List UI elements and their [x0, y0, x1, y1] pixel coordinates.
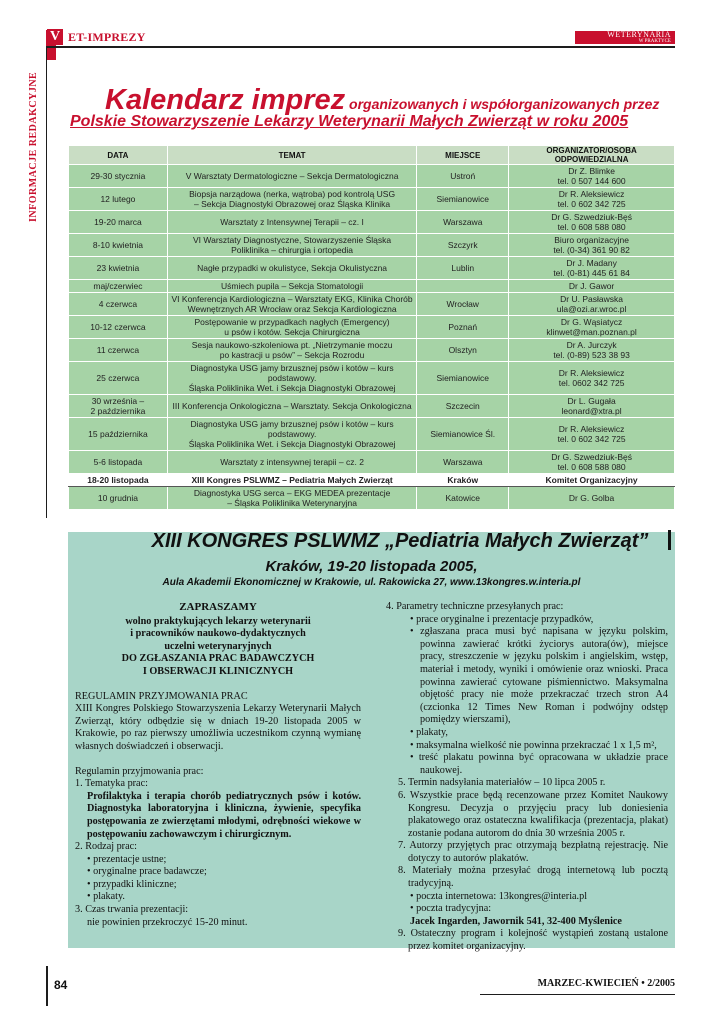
cell-topic [167, 362, 416, 395]
topic-line: Nagłe przypadki w okulistyce, Sekcja Okulistyczna [197, 263, 388, 273]
cell-date: 19-20 marca [69, 211, 168, 234]
rule-1-body: Profilaktyka i terapia chorób pediatrycznych psów i kotów. Diagnostyka laboratoryjna i kliniczna, żywienie, specyfika postępowania ze zwierzętami młodymi, odrębności wiekowe w postępowaniu zachowawczym i chirurgicznym. [87, 790, 361, 840]
organizer-line: Komitet Organizacyjny [545, 475, 638, 485]
cell-date: 10-12 czerwca [69, 316, 168, 339]
table-row [69, 257, 675, 280]
organizer-line: tel. (0-81) 445 61 84 [553, 268, 630, 278]
cell-topic [167, 418, 416, 451]
cell-organizer [509, 293, 675, 316]
table-row [69, 293, 675, 316]
cell-topic [167, 487, 416, 510]
organizer-line: tel. (0-34) 361 90 82 [553, 245, 630, 255]
cell-place: Siemianowice [417, 362, 509, 395]
events-body [69, 165, 675, 510]
invitation-line: uczelni weterynaryjnych [164, 640, 272, 652]
table-row [69, 165, 675, 188]
cell-organizer [509, 474, 675, 487]
topic-line: VI Warsztaty Diagnostyczne, Stowarzyszenie Śląska [193, 235, 392, 245]
cell-place [417, 280, 509, 293]
cell-organizer [509, 418, 675, 451]
table-row [69, 362, 675, 395]
column-header-place: MIEJSCE [417, 146, 509, 165]
rule-2-item: • plakaty. [87, 891, 125, 903]
cell-organizer [509, 451, 675, 474]
events-table [68, 145, 675, 510]
column-header-topic: TEMAT [167, 146, 416, 165]
organizer-line: Dr R. Aleksiewicz [558, 189, 625, 199]
rules-heading: REGULAMIN PRZYJMOWANIA PRAC [75, 690, 248, 702]
cell-organizer [509, 280, 675, 293]
table-header-row [69, 146, 675, 165]
cell-date: 30 września – 2 października [69, 395, 168, 418]
cell-topic [167, 188, 416, 211]
rules-intro: XIII Kongres Polskiego Stowarzyszenia Lekarzy Weterynarii Małych Zwierząt, który odbędzie się w dniach 19-20 listopada 2005 w Krakowie, po raz pierwszy umożliwia uczestnikom czynną wymianę własnych doświadczeń i obserwacji. [75, 703, 361, 752]
logo-title: WETERYNARIA [607, 30, 671, 39]
organizer-line: tel. 0 602 342 725 [557, 434, 626, 444]
table-row [69, 188, 675, 211]
cell-topic [167, 165, 416, 188]
cell-date: 15 października [69, 418, 168, 451]
rule-4-item: • plakaty, [410, 726, 448, 738]
cell-place: Ustroń [417, 165, 509, 188]
topic-line: Poliklinika – chirurgia i ortopedia [231, 245, 354, 255]
title-main: Kalendarz imprez [105, 84, 346, 116]
cell-topic [167, 211, 416, 234]
topic-line: u psów i kotów. Sekcja Chirurgiczna [224, 327, 360, 337]
topic-line: III Konferencja Onkologiczna – Warsztaty. Sekcja Onkologiczna [172, 401, 412, 411]
cell-organizer [509, 234, 675, 257]
topic-line: Warsztaty z intensywnej terapii – cz. 2 [220, 457, 364, 467]
cell-topic [167, 474, 416, 487]
cell-place: Szczyrk [417, 234, 509, 257]
page-subtitle: Polskie Stowarzyszenie Lekarzy Weterynarii Małych Zwierząt w roku 2005 [70, 113, 629, 130]
topic-line: Warsztaty z Intensywnej Terapii – cz. I [220, 217, 364, 227]
cell-topic [167, 234, 416, 257]
topic-line: – Sekcja Diagnostyki Obrazowej oraz Śląska Klinika [194, 199, 391, 209]
rule-6: 6. Wszystkie prace będą recenzowane przez Komitet Naukowy Kongresu. Decyzja o przyjęciu pracy lub doniesienia plakatowego oraz ostateczna kwalifikacja (prezentacja, plakat) zostanie podana autorom do dnia 30 września 2005 r. [398, 789, 668, 839]
cell-date: 8-10 kwietnia [69, 234, 168, 257]
organizer-line: Dr R. Aleksiewicz [558, 424, 625, 434]
table-row [69, 339, 675, 362]
organizer-line: Dr G. Wąsiatycz [560, 317, 623, 327]
cell-date: 29-30 stycznia [69, 165, 168, 188]
cell-date: 18-20 listopada [69, 474, 168, 487]
organizer-line: tel. 0602 342 725 [558, 378, 625, 388]
table-row [69, 234, 675, 257]
header-rule [46, 46, 675, 48]
cell-place: Siemianowice [417, 188, 509, 211]
rule-3-head: 3. Czas trwania prezentacji: [75, 904, 189, 916]
organizer-line: tel. 0 602 342 725 [557, 199, 626, 209]
title-rest: organizowanych i współorganizowanych przez [345, 96, 660, 112]
topic-line: VI Konferencja Kardiologiczna – Warsztaty EKG, Klinika Chorób [171, 294, 413, 304]
left-rule [46, 48, 47, 518]
cell-organizer [509, 211, 675, 234]
topic-line: Śląska Poliklinika Wet. i Sekcja Diagnostyki Obrazowej [188, 439, 396, 449]
topic-line: Diagnostyka USG jamy brzusznej psów i kotów – kurs podstawowy. [190, 419, 394, 439]
cell-topic [167, 257, 416, 280]
cell-date: 11 czerwca [69, 339, 168, 362]
magazine-logo [575, 31, 675, 44]
table-row [69, 418, 675, 451]
rule-9: 9. Ostateczny program i kolejność wystąpień zostaną ustalone przez komitet organizacyjny. [398, 928, 668, 953]
organizer-line: Dr Z. Blimke [568, 166, 615, 176]
topic-line: XIII Kongres PSLWMZ – Pediatria Małych Zwierząt [191, 475, 393, 485]
rule-1-head: 1. Tematyka prac: [75, 778, 148, 790]
footer-rule [480, 994, 675, 995]
rule-5: 5. Termin nadsyłania materiałów – 10 lipca 2005 r. [398, 777, 606, 789]
organizer-line: tel. 0 608 588 080 [557, 462, 626, 472]
cell-topic [167, 293, 416, 316]
table-row [69, 487, 675, 510]
topic-line: Diagnostyka USG serca – EKG MEDEA prezentacje [193, 488, 391, 498]
topic-line: Diagnostyka USG jamy brzusznej psów i kotów – kurs podstawowy. [190, 363, 394, 383]
invitation-line: I OBSERWACJI KLINICZNYCH [142, 665, 294, 677]
organizer-line: Dr J. Gawor [568, 281, 615, 291]
organizer-line: Biuro organizacyjne [554, 235, 629, 245]
column-header-date: DATA [69, 146, 168, 165]
organizer-line: Dr R. Aleksiewicz [558, 368, 625, 378]
rule-4-head: 4. Parametry techniczne przesyłanych prac: [386, 601, 564, 612]
topic-line: Postępowanie w przypadkach nagłych (Emergency) [194, 317, 390, 327]
cell-place: Siemianowice Śl. [417, 418, 509, 451]
cell-date: 25 czerwca [69, 362, 168, 395]
invitation-head: ZAPRASZAMY [179, 601, 257, 613]
organizer-line: klinwet@man.poznan.pl [546, 327, 637, 337]
cell-organizer [509, 339, 675, 362]
topic-line: Śląska Poliklinika Wet. i Sekcja Diagnostyki Obrazowej [188, 383, 396, 393]
cell-place: Poznań [417, 316, 509, 339]
issue-label: MARZEC-KWIECIEŃ • 2/2005 [537, 978, 675, 989]
cell-organizer [509, 362, 675, 395]
cell-organizer [509, 316, 675, 339]
congress-date: Kraków, 19-20 listopada 2005, [265, 558, 478, 575]
cell-organizer [509, 487, 675, 510]
title-bar [668, 530, 671, 550]
congress-address: Aula Akademii Ekonomicznej w Krakowie, ul. Rakowicka 27, www.13kongres.w.interia.pl [162, 577, 581, 588]
invitation-line: wolno praktykujących lekarzy weterynarii [125, 615, 311, 627]
footer-bar [46, 966, 48, 1006]
topic-line: Uśmiech pupila – Sekcja Stomatologii [220, 281, 364, 291]
rules-list-head: Regulamin przyjmowania prac: [75, 765, 204, 777]
cell-date: 4 czerwca [69, 293, 168, 316]
page-number: 84 [54, 978, 68, 992]
organizer-line: ula@ozi.ar.wroc.pl [556, 304, 627, 314]
organizer-line: Dr A. Jurczyk [566, 340, 617, 350]
cell-date: maj/czerwiec [69, 280, 168, 293]
cell-organizer [509, 188, 675, 211]
rule-7: 7. Autorzy przyjętych prac otrzymają bezpłatną rejestrację. Nie dotyczy to autorów plakatów. [398, 840, 668, 864]
table-row [69, 316, 675, 339]
cell-place: Lublin [417, 257, 509, 280]
rule-2-item: • prezentacje ustne; [87, 853, 167, 865]
topic-line: – Śląska Poliklinika Weterynaryjna [227, 498, 357, 508]
cell-topic [167, 451, 416, 474]
congress-right-column [386, 601, 668, 954]
table-row [69, 451, 675, 474]
topic-line: Sesja naukowo-szkoleniowa pt. „Nietrzymanie moczu [191, 340, 393, 350]
cell-organizer [509, 165, 675, 188]
table-row [69, 280, 675, 293]
section-name: ET-IMPREZY [68, 30, 146, 44]
invitation-line: DO ZGŁASZANIA PRAC BADAWCZYCH [121, 653, 315, 665]
cell-topic [167, 280, 416, 293]
organizer-line: Dr L. Gugała [567, 396, 616, 406]
rule-4-item: • treść plakatu powinna być opracowana w układzie prace naukowej. [410, 752, 668, 776]
postal-address: Jacek Ingarden, Jawornik 541, 32-400 Myślenice [410, 915, 622, 927]
topic-line: V Warsztaty Dermatologiczne – Sekcja Dermatologiczna [185, 171, 399, 181]
rule-8: 8. Materiały można przesyłać drogą internetową lub pocztą tradycyjną. [398, 865, 668, 890]
topic-line: Biopsja narządowa (nerka, wątroba) pod kontrolą USG [189, 189, 396, 199]
rule-2-item: • przypadki kliniczne; [87, 878, 177, 890]
rule-3-body: nie powinien przekroczyć 15-20 minut. [87, 916, 248, 928]
column-header-organizer: ORGANIZATOR/OSOBA ODPOWIEDZIALNA [509, 146, 675, 165]
cell-place: Kraków [417, 474, 509, 487]
invitation [75, 601, 361, 679]
side-label: INFORMACJE REDAKCYJNE [28, 71, 39, 222]
section-letter: V [47, 29, 63, 45]
organizer-line: tel. 0 608 588 080 [557, 222, 626, 232]
organizer-line: leonard@xtra.pl [561, 406, 622, 416]
table-row [69, 211, 675, 234]
organizer-line: Dr G. Golba [568, 493, 615, 503]
organizer-line: tel. (0-89) 523 38 93 [553, 350, 630, 360]
topic-line: po kastracji u psów” – Sekcja Rozrodu [219, 350, 365, 360]
cell-place: Warszawa [417, 451, 509, 474]
cell-date: 10 grudnia [69, 487, 168, 510]
organizer-line: Dr J. Madany [566, 258, 617, 268]
cell-topic [167, 316, 416, 339]
logo-subtitle: W PRAKTYCE [638, 39, 671, 44]
rule-2-item: • oryginalne prace badawcze; [87, 866, 207, 878]
cell-date: 5-6 listopada [69, 451, 168, 474]
rule-4-item: • zgłaszana praca musi być napisana w języku polskim, powinna zawierać krótki życiorys autora(ów), miejsce pracy, streszczenie w języku polskim i angielskim, wstęp, materiał i metody, wyniki i omówienie oraz wnioski. Praca powinna zawierać cytowane piśmiennictwo. Maksymalna objętość pracy nie może przekraczać trzech stron A4 (czcionka 12 Times New Roman i podwójny odstęp pomiędzy wierszami), [410, 626, 668, 726]
cell-date: 12 lutego [69, 188, 168, 211]
cell-place: Warszawa [417, 211, 509, 234]
congress-title: XIII KONGRES PSLWMZ „Pediatria Małych Zwierząt” [151, 530, 649, 552]
table-row [69, 395, 675, 418]
topic-line: Wewnętrznych AR Wrocław oraz Sekcja Kardiologiczna [187, 304, 397, 314]
rule-4-item: • maksymalna wielkość nie powinna przekraczać 1 x 1,5 m², [410, 739, 657, 751]
rule-4-item: • prace oryginalne i prezentacje przypadków, [410, 613, 594, 625]
congress-left-column [75, 601, 361, 929]
invitation-line: i pracowników naukowo-dydaktycznych [130, 628, 306, 640]
cell-organizer [509, 257, 675, 280]
organizer-line: Dr U. Pasławska [560, 294, 623, 304]
cell-place: Olsztyn [417, 339, 509, 362]
organizer-line: Dr G. Szwedziuk-Bęś [551, 212, 632, 222]
cell-date: 23 kwietnia [69, 257, 168, 280]
cell-place: Katowice [417, 487, 509, 510]
cell-topic [167, 395, 416, 418]
organizer-line: Dr G. Szwedziuk-Bęś [551, 452, 632, 462]
rule-8-item: • poczta tradycyjna: [410, 903, 492, 915]
cell-place: Wrocław [417, 293, 509, 316]
organizer-line: tel. 0 507 144 600 [557, 176, 626, 186]
cell-place: Szczecin [417, 395, 509, 418]
table-row [69, 474, 675, 487]
cell-topic [167, 339, 416, 362]
rule-8-item: • poczta internetowa: 13kongres@interia.pl [410, 890, 588, 902]
rule-2-head: 2. Rodzaj prac: [75, 841, 137, 853]
cell-organizer [509, 395, 675, 418]
